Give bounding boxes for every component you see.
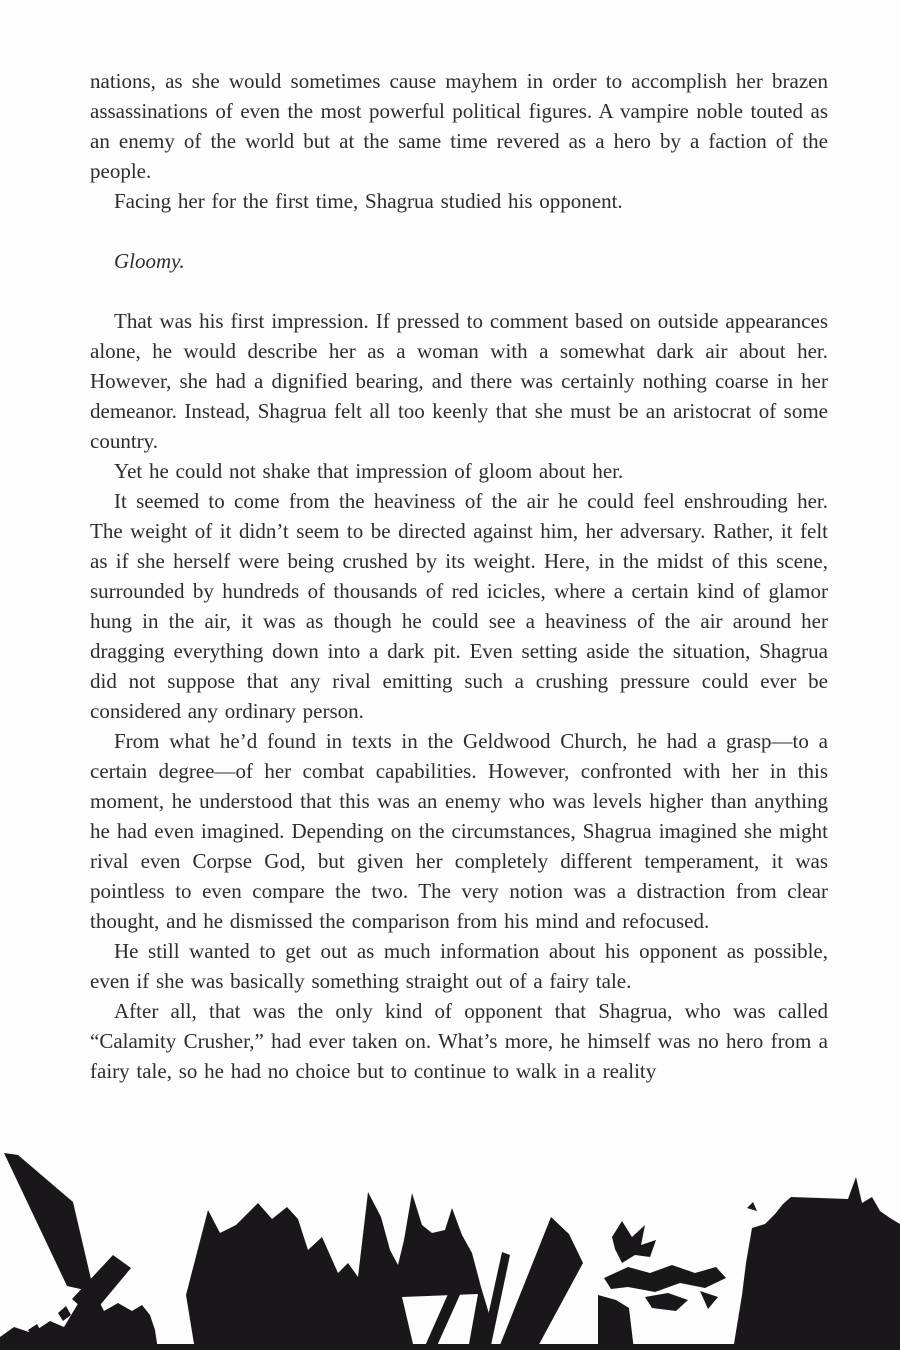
ink-cluster-column [598, 1295, 634, 1350]
ink-cluster-fragment [645, 1293, 688, 1311]
body-paragraph: That was his first impression. If pressed to comment based on outside appearances alone, he would describe her as a woman with a somewhat dark air about her. However, she had a dignified bearing, and there was certainly nothing coarse in her demeanor. Instead, Shagrua felt all too keenly that she must be an aristocrat of some country. [90, 309, 828, 453]
body-paragraph: After all, that was the only kind of opponent that Shagrua, who was called “Calamity Crusher,” had ever taken on. What’s more, he himself was no hero from a fairy tale, so he had no choice but to continue to walk in a reality [90, 999, 828, 1083]
body-paragraph: From what he’d found in texts in the Geldwood Church, he had a grasp—to a certain degree—of her combat capabilities. However, confronted with her in this moment, he understood that this was an enemy who was levels higher than anything he had even imagined. Depending on the circumstances, Shagrua imagined she might rival even Corpse God, but given her completely different temperament, it was pointless to even compare the two. The very notion was a distraction from clear thought, and he dismissed the comparison from his mind and refocused. [90, 729, 828, 933]
ink-diagonal-blade [498, 1217, 583, 1350]
ink-shatter-artwork [0, 1145, 900, 1350]
ink-right-mass [733, 1177, 900, 1350]
ink-star-shard [612, 1221, 656, 1263]
body-paragraph: Gloomy. [114, 249, 185, 273]
body-paragraph: Facing her for the first time, Shagrua studied his opponent. [114, 189, 623, 213]
body-paragraph: nations, as she would sometimes cause mayhem in order to accomplish her brazen assassinations of even the most powerful political figures. A vampire noble touted as an enemy of the world but at the same time revered as a hero by a faction of the people. [90, 69, 828, 183]
body-paragraph: It seemed to come from the heaviness of the air he could feel enshrouding her. The weight of it didn’t seem to be directed against him, her adversary. Rather, it felt as if she herself were being crushed by its weight. Here, in the midst of this scene, surrounded by hundreds of thousands of red icicles, where a certain kind of glamor hung in the air, it was as though he could see a heaviness of the air around her dragging everything down into a dark pit. Even setting aside the situation, Shagrua did not suppose that any rival emitting such a crushing pressure could ever be considered any ordinary person. [90, 489, 828, 723]
body-paragraph: He still wanted to get out as much information about his opponent as possible, even if she was basically something straight out of a fairy tale. [90, 939, 828, 993]
ink-small-triangle [700, 1291, 718, 1309]
ink-cluster-bar [604, 1265, 726, 1292]
ink-bottom-strip [0, 1344, 900, 1350]
ink-left-blade [4, 1153, 94, 1292]
body-paragraph: Yet he could not shake that impression of gloom about her. [114, 459, 624, 483]
ink-speck [747, 1202, 757, 1211]
page-body-text [90, 66, 828, 1086]
